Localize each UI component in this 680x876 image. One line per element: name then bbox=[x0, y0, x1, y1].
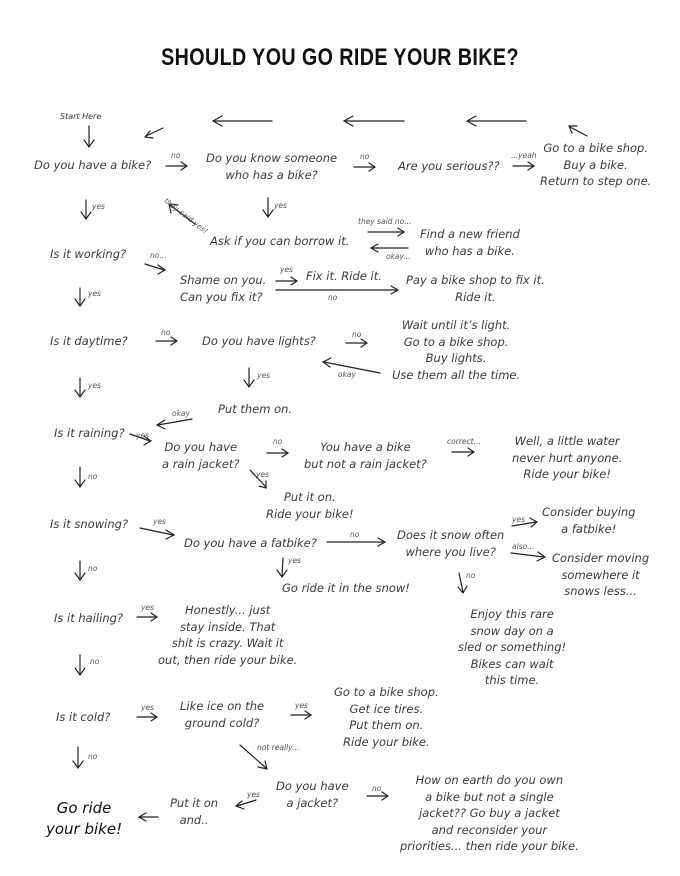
edge-label: no bbox=[328, 293, 338, 302]
edge-label: no bbox=[88, 752, 98, 761]
edge-label: no... bbox=[150, 251, 167, 260]
edge-label: yes bbox=[88, 289, 101, 298]
edge-label: yes bbox=[257, 371, 270, 380]
node-know-someone: Do you know someone who has a bike? bbox=[206, 151, 338, 182]
node-have-bike: Do you have a bike? bbox=[34, 158, 152, 172]
edge-label: no bbox=[350, 530, 360, 539]
node-is-cold: Is it cold? bbox=[56, 710, 111, 724]
node-pay-shop: Pay a bike shop to fix it. Ride it. bbox=[406, 273, 545, 304]
edge-label: yes bbox=[280, 265, 293, 274]
node-is-raining: Is it raining? bbox=[54, 426, 125, 440]
edge-label: no bbox=[171, 151, 181, 160]
node-little-water: Well, a little water never hurt anyone. Ride your bike! bbox=[512, 434, 623, 481]
node-have-lights: Do you have lights? bbox=[202, 334, 316, 348]
node-consider-moving: Consider moving somewhere it snows less... bbox=[552, 551, 650, 598]
node-ride-snow: Go ride it in the snow! bbox=[282, 581, 410, 595]
edge-label: yes bbox=[274, 201, 287, 210]
node-no-jacket: How on earth do you own a bike but not a single jacket?? Go buy a jacket and reconsider your priorities... then ride your bike. bbox=[400, 773, 579, 853]
edge-label: no bbox=[88, 564, 98, 573]
edge-label: yes bbox=[88, 381, 101, 390]
edge-label: ...yeah bbox=[511, 151, 537, 160]
page-title: SHOULD YOU GO RIDE YOUR BIKE? bbox=[161, 44, 519, 71]
edge-label: yes bbox=[288, 556, 301, 565]
node-bike-no-jacket: You have a bike but not a rain jacket? bbox=[304, 440, 427, 471]
edge-label: no bbox=[352, 330, 362, 339]
edge-label: they said no... bbox=[358, 217, 412, 226]
node-fix-it: Fix it. Ride it. bbox=[306, 269, 382, 283]
edge-label: no bbox=[161, 328, 171, 337]
edge-label: yes bbox=[136, 431, 149, 440]
node-are-you-serious: Are you serious?? bbox=[398, 159, 500, 173]
node-ice-cold: Like ice on the ground cold? bbox=[180, 699, 265, 730]
node-snow-often: Does it snow often where you live? bbox=[397, 528, 505, 559]
node-put-on-and: Put it on and.. bbox=[170, 796, 219, 827]
edge-label: no bbox=[90, 657, 100, 666]
edge-label: no bbox=[360, 152, 370, 161]
node-enjoy-snow: Enjoy this rare snow day on a sled or something! Bikes can wait this time. bbox=[458, 607, 567, 687]
node-find-friend: Find a new friend who has a bike. bbox=[420, 227, 520, 258]
node-go-ride: Go ride your bike! bbox=[46, 799, 123, 838]
node-ask-borrow: Ask if you can borrow it. bbox=[210, 234, 350, 248]
edge-label: okay bbox=[172, 409, 190, 418]
edge-label: they said yes! bbox=[162, 196, 210, 236]
edge-label: okay bbox=[338, 370, 356, 379]
edge-label: no bbox=[88, 472, 98, 481]
node-have-jacket: Do you have a jacket? bbox=[276, 779, 349, 810]
node-consider-buying: Consider buying a fatbike! bbox=[542, 505, 636, 536]
node-go-bike-shop: Go to a bike shop. Buy a bike. Return to step one. bbox=[540, 141, 652, 188]
edge-label: yes bbox=[247, 790, 260, 799]
edge-label: also... bbox=[512, 542, 535, 551]
node-is-working: Is it working? bbox=[50, 247, 127, 261]
edge-label: yes bbox=[141, 703, 154, 712]
node-shame: Shame on you. Can you fix it? bbox=[180, 273, 267, 304]
node-wait-light: Wait until it’s light. Go to a bike shop. Buy lights. Use them all the time. bbox=[392, 318, 521, 382]
edge-label: no bbox=[273, 437, 283, 446]
edge-label: yes bbox=[92, 202, 105, 211]
start-here-label: Start Here bbox=[60, 112, 102, 121]
node-rain-jacket: Do you have a rain jacket? bbox=[162, 440, 240, 471]
node-stay-inside: Honestly... just stay inside. That shit is crazy. Wait it out, then ride your bike. bbox=[158, 603, 298, 667]
node-put-it-on: Put it on. Ride your bike! bbox=[266, 490, 354, 521]
edge-label: not really... bbox=[257, 743, 300, 752]
edge-label: yes bbox=[256, 470, 269, 479]
edge-label: no bbox=[466, 571, 476, 580]
edge-label: okay... bbox=[386, 252, 411, 261]
edge-label: yes bbox=[141, 603, 154, 612]
edge-label: yes bbox=[153, 517, 166, 526]
node-is-daytime: Is it daytime? bbox=[50, 334, 128, 348]
node-is-hailing: Is it hailing? bbox=[54, 611, 124, 625]
node-is-snowing: Is it snowing? bbox=[50, 517, 129, 531]
node-ice-tires: Go to a bike shop. Get ice tires. Put them on. Ride your bike. bbox=[334, 685, 439, 749]
edge-label: correct... bbox=[447, 437, 481, 446]
edge-label: no bbox=[372, 784, 382, 793]
edge-label: yes bbox=[512, 515, 525, 524]
edge-label: yes bbox=[295, 701, 308, 710]
node-have-fatbike: Do you have a fatbike? bbox=[184, 536, 317, 550]
node-put-them-on: Put them on. bbox=[218, 402, 293, 416]
